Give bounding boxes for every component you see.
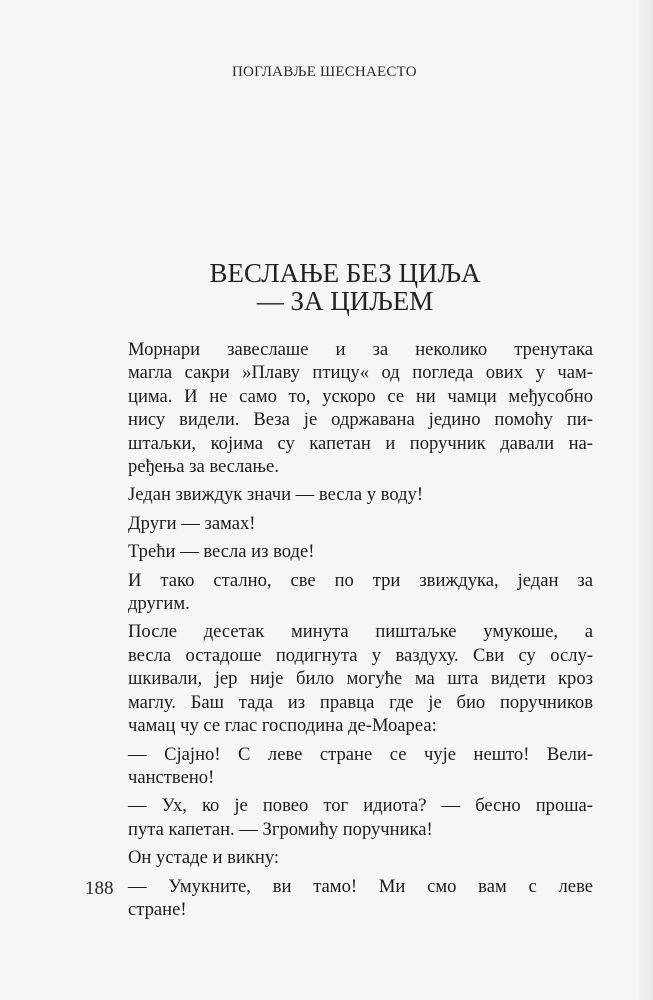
paragraph [128, 620, 593, 737]
chapter-title-line-2: — ЗА ЦИЉЕМ [256, 286, 434, 316]
text-line: шкивали, јер није било могуће ма шта видети кроз [128, 668, 593, 690]
running-head: ПОГЛАВЉЕ ШЕСНАЕСТО [232, 64, 417, 80]
text-line: цима. И не само то, ускоро се ни чамци међусобно [128, 385, 593, 407]
text-line: ређења за веслање. [128, 456, 279, 478]
text-line: чанствено! [128, 766, 215, 788]
paragraph [128, 569, 593, 616]
text-line: И тако стално, све по три звиждука, један за [128, 569, 593, 591]
text-line: Један звиждук значи — весла у воду! [128, 484, 424, 506]
text-line: магла сакри »Плаву птицу« од погледа ових у чам- [128, 362, 593, 384]
text-line: Трећи — весла из воде! [128, 541, 315, 563]
text-line: — Ух, ко је повео тог идиота? — бесно проша- [128, 795, 593, 817]
paragraph [128, 483, 593, 506]
text-line: Он устаде и викну: [128, 847, 280, 869]
page-number: 188 [85, 878, 114, 899]
body-text [128, 338, 593, 926]
text-line: — Умукните, ви тамо! Ми смо вам с леве [128, 875, 593, 897]
text-line: Морнари завеслаше и за неколико тренутака [128, 339, 593, 360]
text-line: нису видели. Веза је одржавана једино помоћу пи- [128, 409, 593, 431]
page-edge-shadow [639, 0, 653, 1000]
text-line: Други — замах! [128, 512, 256, 534]
paragraph [128, 512, 593, 535]
text-line: весла остадоше подигнута у ваздуху. Сви су ослу- [128, 644, 593, 666]
text-line: штаљки, којима су капетан и поручник давали на- [128, 432, 593, 454]
paragraph [128, 794, 593, 841]
text-line: чамац чу се глас господина де-Моареа: [128, 715, 437, 737]
paragraph [128, 540, 593, 563]
text-line: другим. [128, 593, 190, 615]
chapter-title [120, 259, 570, 315]
chapter-title-line-1: ВЕСЛАЊЕ БЕЗ ЦИЉА [209, 258, 481, 288]
text-line: — Сјајно! С леве стране се чује нешто! Вели- [128, 743, 593, 765]
paragraph [128, 743, 593, 790]
paragraph [128, 338, 593, 478]
paragraph [128, 875, 593, 922]
text-line: стране! [128, 898, 187, 920]
text-line: пута капетан. — Згромићу поручника! [128, 818, 433, 840]
paragraph [128, 846, 593, 869]
text-line: После десетак минута пиштаљке умукоше, а [128, 621, 593, 643]
text-line: маглу. Баш тада из правца где је био поручников [128, 691, 593, 713]
